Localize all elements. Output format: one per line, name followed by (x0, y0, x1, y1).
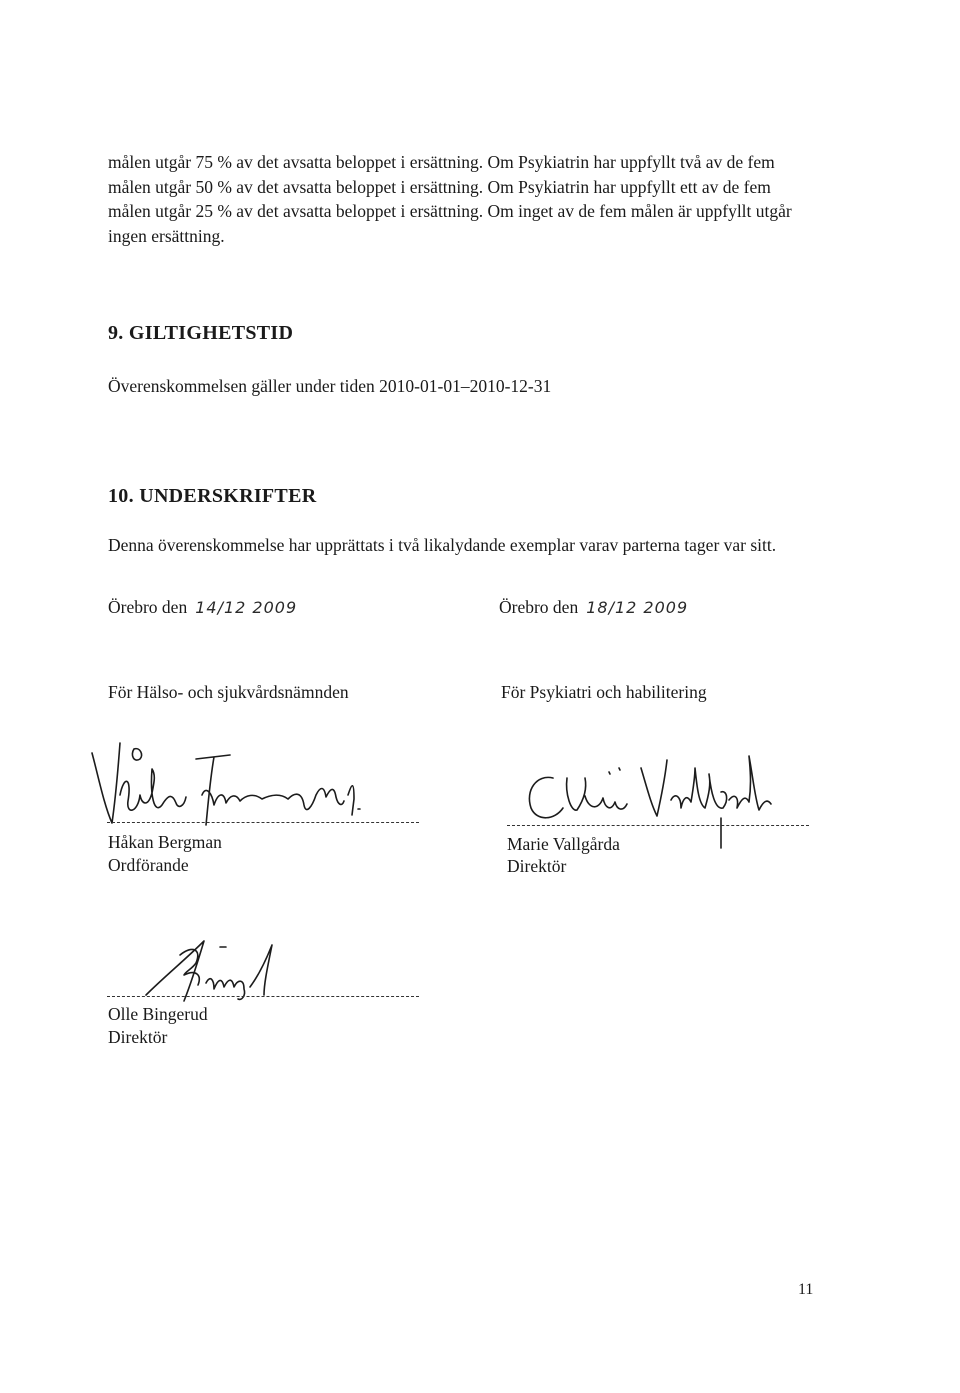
left-signer-title: Ordförande (108, 855, 189, 875)
olle-bingerud-signature (140, 935, 290, 1015)
left-handwritten-date: 14/12 2009 (195, 598, 298, 617)
signatures-text: Denna överenskommelse har upprättats i två likalydande exemplar varav parterna tager var sitt. (108, 535, 777, 555)
right-party: För Psykiatri och habilitering (501, 682, 707, 702)
page-number: 11 (798, 1281, 814, 1298)
left-party: För Hälso- och sjukvårdsnämnden (108, 682, 349, 702)
left-place-label: Örebro den (108, 597, 188, 617)
third-signer-name: Olle Bingerud (108, 1004, 208, 1024)
left-date-line (108, 597, 297, 618)
third-signature-line (107, 996, 419, 997)
right-signer-title: Direktör (507, 856, 567, 876)
right-place-label: Örebro den (499, 597, 579, 617)
left-signer-name: Håkan Bergman (108, 832, 222, 852)
right-signer-name: Marie Vallgårda (507, 834, 620, 854)
hakan-bergman-signature (90, 735, 380, 830)
third-signer-title: Direktör (108, 1027, 168, 1047)
validity-text: Överenskommelsen gäller under tiden 2010-01-01–2010-12-31 (108, 376, 552, 396)
marie-vallgarda-signature (515, 738, 785, 828)
section-10-heading: 10. UNDERSKRIFTER (108, 485, 317, 507)
left-signature-line (107, 822, 419, 823)
intro-paragraph: målen utgår 75 % av det avsatta beloppet i ersättning. Om Psykiatrin har uppfyllt två av de fem målen utgår 50 % av det avsatta beloppet i ersättning. Om Psykiatrin har uppfyllt ett av de fem målen utgår 25 % av det avsatta beloppet i ersättning. Om inget av de fem målen är uppfyllt utgår ingen ersättning. (108, 152, 792, 246)
right-date-line (499, 597, 688, 618)
right-signature-line (507, 825, 809, 826)
section-9-heading: 9. GILTIGHETSTID (108, 322, 294, 344)
right-handwritten-date: 18/12 2009 (586, 598, 689, 617)
